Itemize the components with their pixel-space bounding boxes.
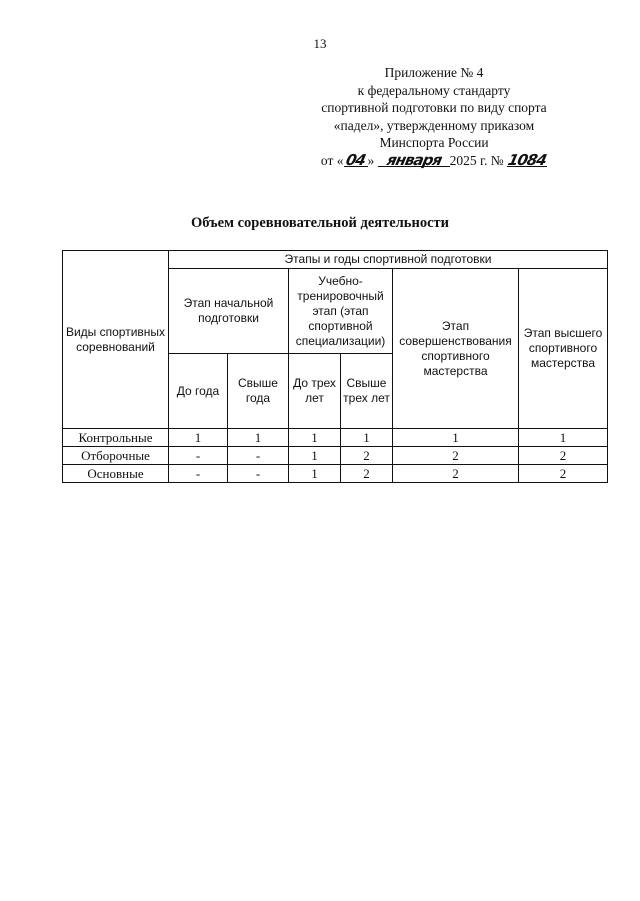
header-stage-training: Учебно-тренировочный этап (этап спортивной специализации) (289, 269, 393, 354)
table-header-row (63, 251, 608, 269)
order-number-blank (507, 152, 547, 167)
appendix-block (284, 64, 584, 169)
table-cell: 1 (393, 429, 519, 447)
table-cell: - (228, 447, 289, 465)
table-cell: - (169, 465, 228, 483)
table-cell: 2 (519, 465, 608, 483)
table-cell: - (228, 465, 289, 483)
date-month-blank (378, 152, 450, 167)
date-day-handwritten: 04 (344, 150, 368, 169)
table-cell: 1 (289, 465, 341, 483)
date-month-handwritten: января (384, 150, 443, 169)
table-cell: 1 (289, 429, 341, 447)
header-until-three-years: До трех лет (289, 354, 341, 429)
row-label: Контрольные (63, 429, 169, 447)
table-cell: 2 (341, 465, 393, 483)
header-stage-improvement: Этап совершенствования спортивного мастерства (393, 269, 519, 429)
table-row (63, 429, 608, 447)
table-row (63, 447, 608, 465)
header-until-year: До года (169, 354, 228, 429)
row-label: Основные (63, 465, 169, 483)
row-label: Отборочные (63, 447, 169, 465)
date-prefix: от « (320, 152, 344, 168)
appendix-line-4: «падел», утвержденному приказом (333, 117, 535, 133)
competition-volume-table (62, 250, 608, 483)
table-cell: 1 (341, 429, 393, 447)
appendix-line-5: Минспорта России (379, 135, 489, 150)
table-cell: 1 (289, 447, 341, 465)
table-row (63, 465, 608, 483)
header-stages: Этапы и годы спортивной подготовки (169, 251, 608, 269)
appendix-line-2: к федеральному стандарту (357, 82, 511, 98)
order-number-handwritten: 1084 (506, 150, 549, 169)
document-title: Объем соревновательной деятельности (191, 215, 449, 231)
table-cell: - (169, 447, 228, 465)
header-competition-types: Виды спортивных соревнований (63, 251, 169, 429)
table-cell: 2 (341, 447, 393, 465)
header-over-three-years: Свыше трех лет (341, 354, 393, 429)
date-sep: » (367, 152, 375, 168)
header-stage-initial: Этап начальной подготовки (169, 269, 289, 354)
header-over-year: Свыше года (228, 354, 289, 429)
page-number: 13 (313, 36, 327, 51)
appendix-line-1: Приложение № 4 (384, 65, 484, 80)
table-cell: 2 (393, 465, 519, 483)
date-year: 2025 г. № (449, 152, 504, 168)
table-cell: 2 (519, 447, 608, 465)
table-cell: 1 (519, 429, 608, 447)
table-cell: 1 (169, 429, 228, 447)
table-cell: 1 (228, 429, 289, 447)
appendix-date-line (284, 152, 584, 170)
table-cell: 2 (393, 447, 519, 465)
date-day-blank (344, 152, 368, 167)
header-stage-higher: Этап высшего спортивного мастерства (519, 269, 608, 429)
appendix-line-3: спортивной подготовки по виду спорта (321, 100, 547, 115)
